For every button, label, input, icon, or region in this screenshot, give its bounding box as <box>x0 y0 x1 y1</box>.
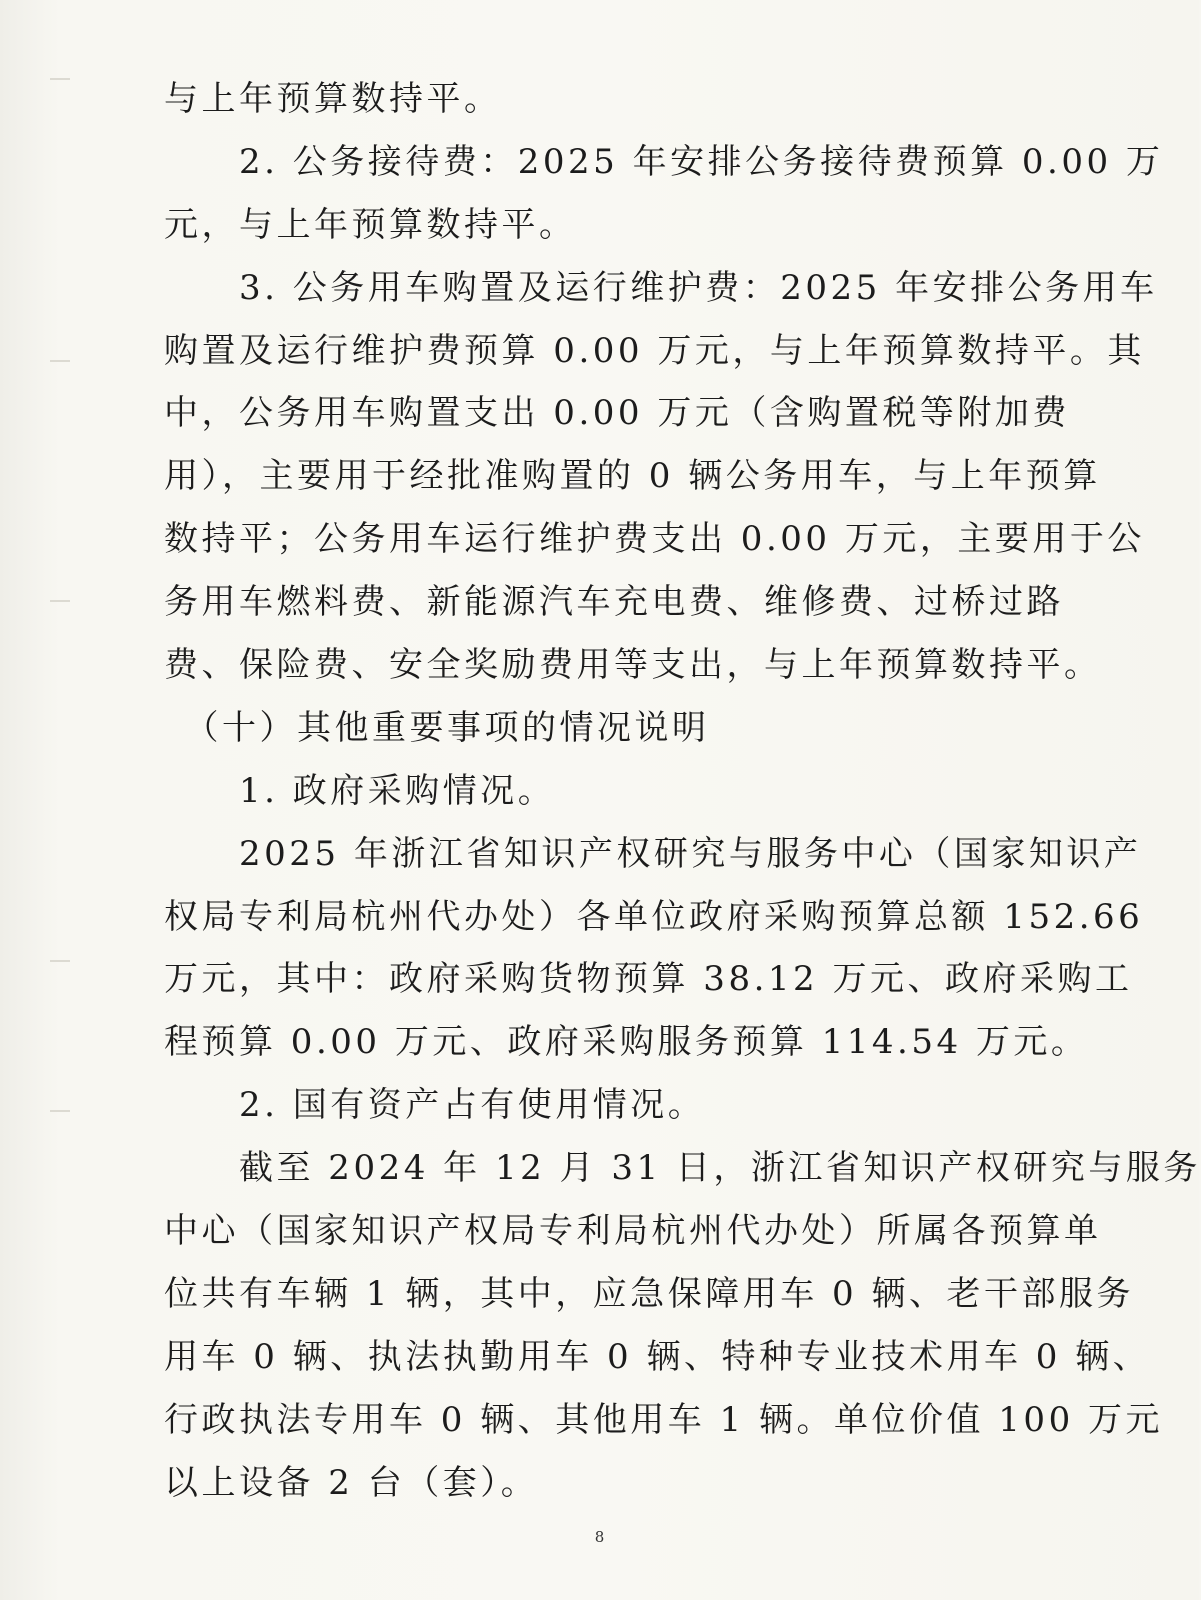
scan-edge-mark <box>50 1110 70 1112</box>
text-line: 权局专利局杭州代办处）各单位政府采购预算总额 152.66 <box>164 896 1144 937</box>
text-line: 截至 2024 年 12 月 31 日，浙江省知识产权研究与服务 <box>164 1148 1201 1189</box>
subsection-heading: 2. 国有资产占有使用情况。 <box>164 1085 706 1126</box>
text-line: 2025 年浙江省知识产权研究与服务中心（国家知识产 <box>164 833 1142 874</box>
scan-edge-mark <box>50 360 70 362</box>
text-line: 与上年预算数持平。 <box>164 79 502 119</box>
text-line: 购置及运行维护费预算 0.00 万元，与上年预算数持平。其 <box>164 330 1145 371</box>
text-line: 用），主要用于经批准购置的 0 辆公务用车，与上年预算 <box>164 456 1101 497</box>
text-line: 费、保险费、安全奖励费用等支出，与上年预算数持平。 <box>164 645 1102 686</box>
text-line: 元，与上年预算数持平。 <box>164 204 577 245</box>
text-line: 位共有车辆 1 辆，其中，应急保障用车 0 辆、老干部服务 <box>164 1273 1134 1314</box>
text-line: 2. 公务接待费：2025 年安排公务接待费预算 0.00 万 <box>164 141 1164 182</box>
scan-edge-mark <box>50 960 70 962</box>
text-line: 中，公务用车购置支出 0.00 万元（含购置税等附加费 <box>164 393 1070 434</box>
text-line: 中心（国家知识产权局专利局杭州代办处）所属各预算单 <box>164 1211 1102 1252</box>
text-line: 数持平；公务用车运行维护费支出 0.00 万元，主要用于公 <box>164 519 1145 560</box>
scan-edge-mark <box>50 600 70 602</box>
text-line: 万元，其中：政府采购货物预算 38.12 万元、政府采购工 <box>164 959 1133 1000</box>
text-line: 程预算 0.00 万元、政府采购服务预算 114.54 万元。 <box>164 1022 1089 1063</box>
section-heading: （十）其他重要事项的情况说明 <box>164 707 710 748</box>
text-line: 以上设备 2 台（套）。 <box>164 1462 539 1503</box>
body-text <box>164 68 1201 1514</box>
page-number: 8 <box>594 1528 605 1546</box>
text-line: 用车 0 辆、执法执勤用车 0 辆、特种专业技术用车 0 辆、 <box>164 1336 1151 1377</box>
text-line: 务用车燃料费、新能源汽车充电费、维修费、过桥过路 <box>164 582 1064 623</box>
subsection-heading: 1. 政府采购情况。 <box>164 770 556 811</box>
scan-edge-mark <box>50 78 70 80</box>
text-line: 行政执法专用车 0 辆、其他用车 1 辆。单位价值 100 万元 <box>164 1399 1164 1440</box>
text-line: 3. 公务用车购置及运行维护费：2025 年安排公务用车 <box>164 267 1158 308</box>
